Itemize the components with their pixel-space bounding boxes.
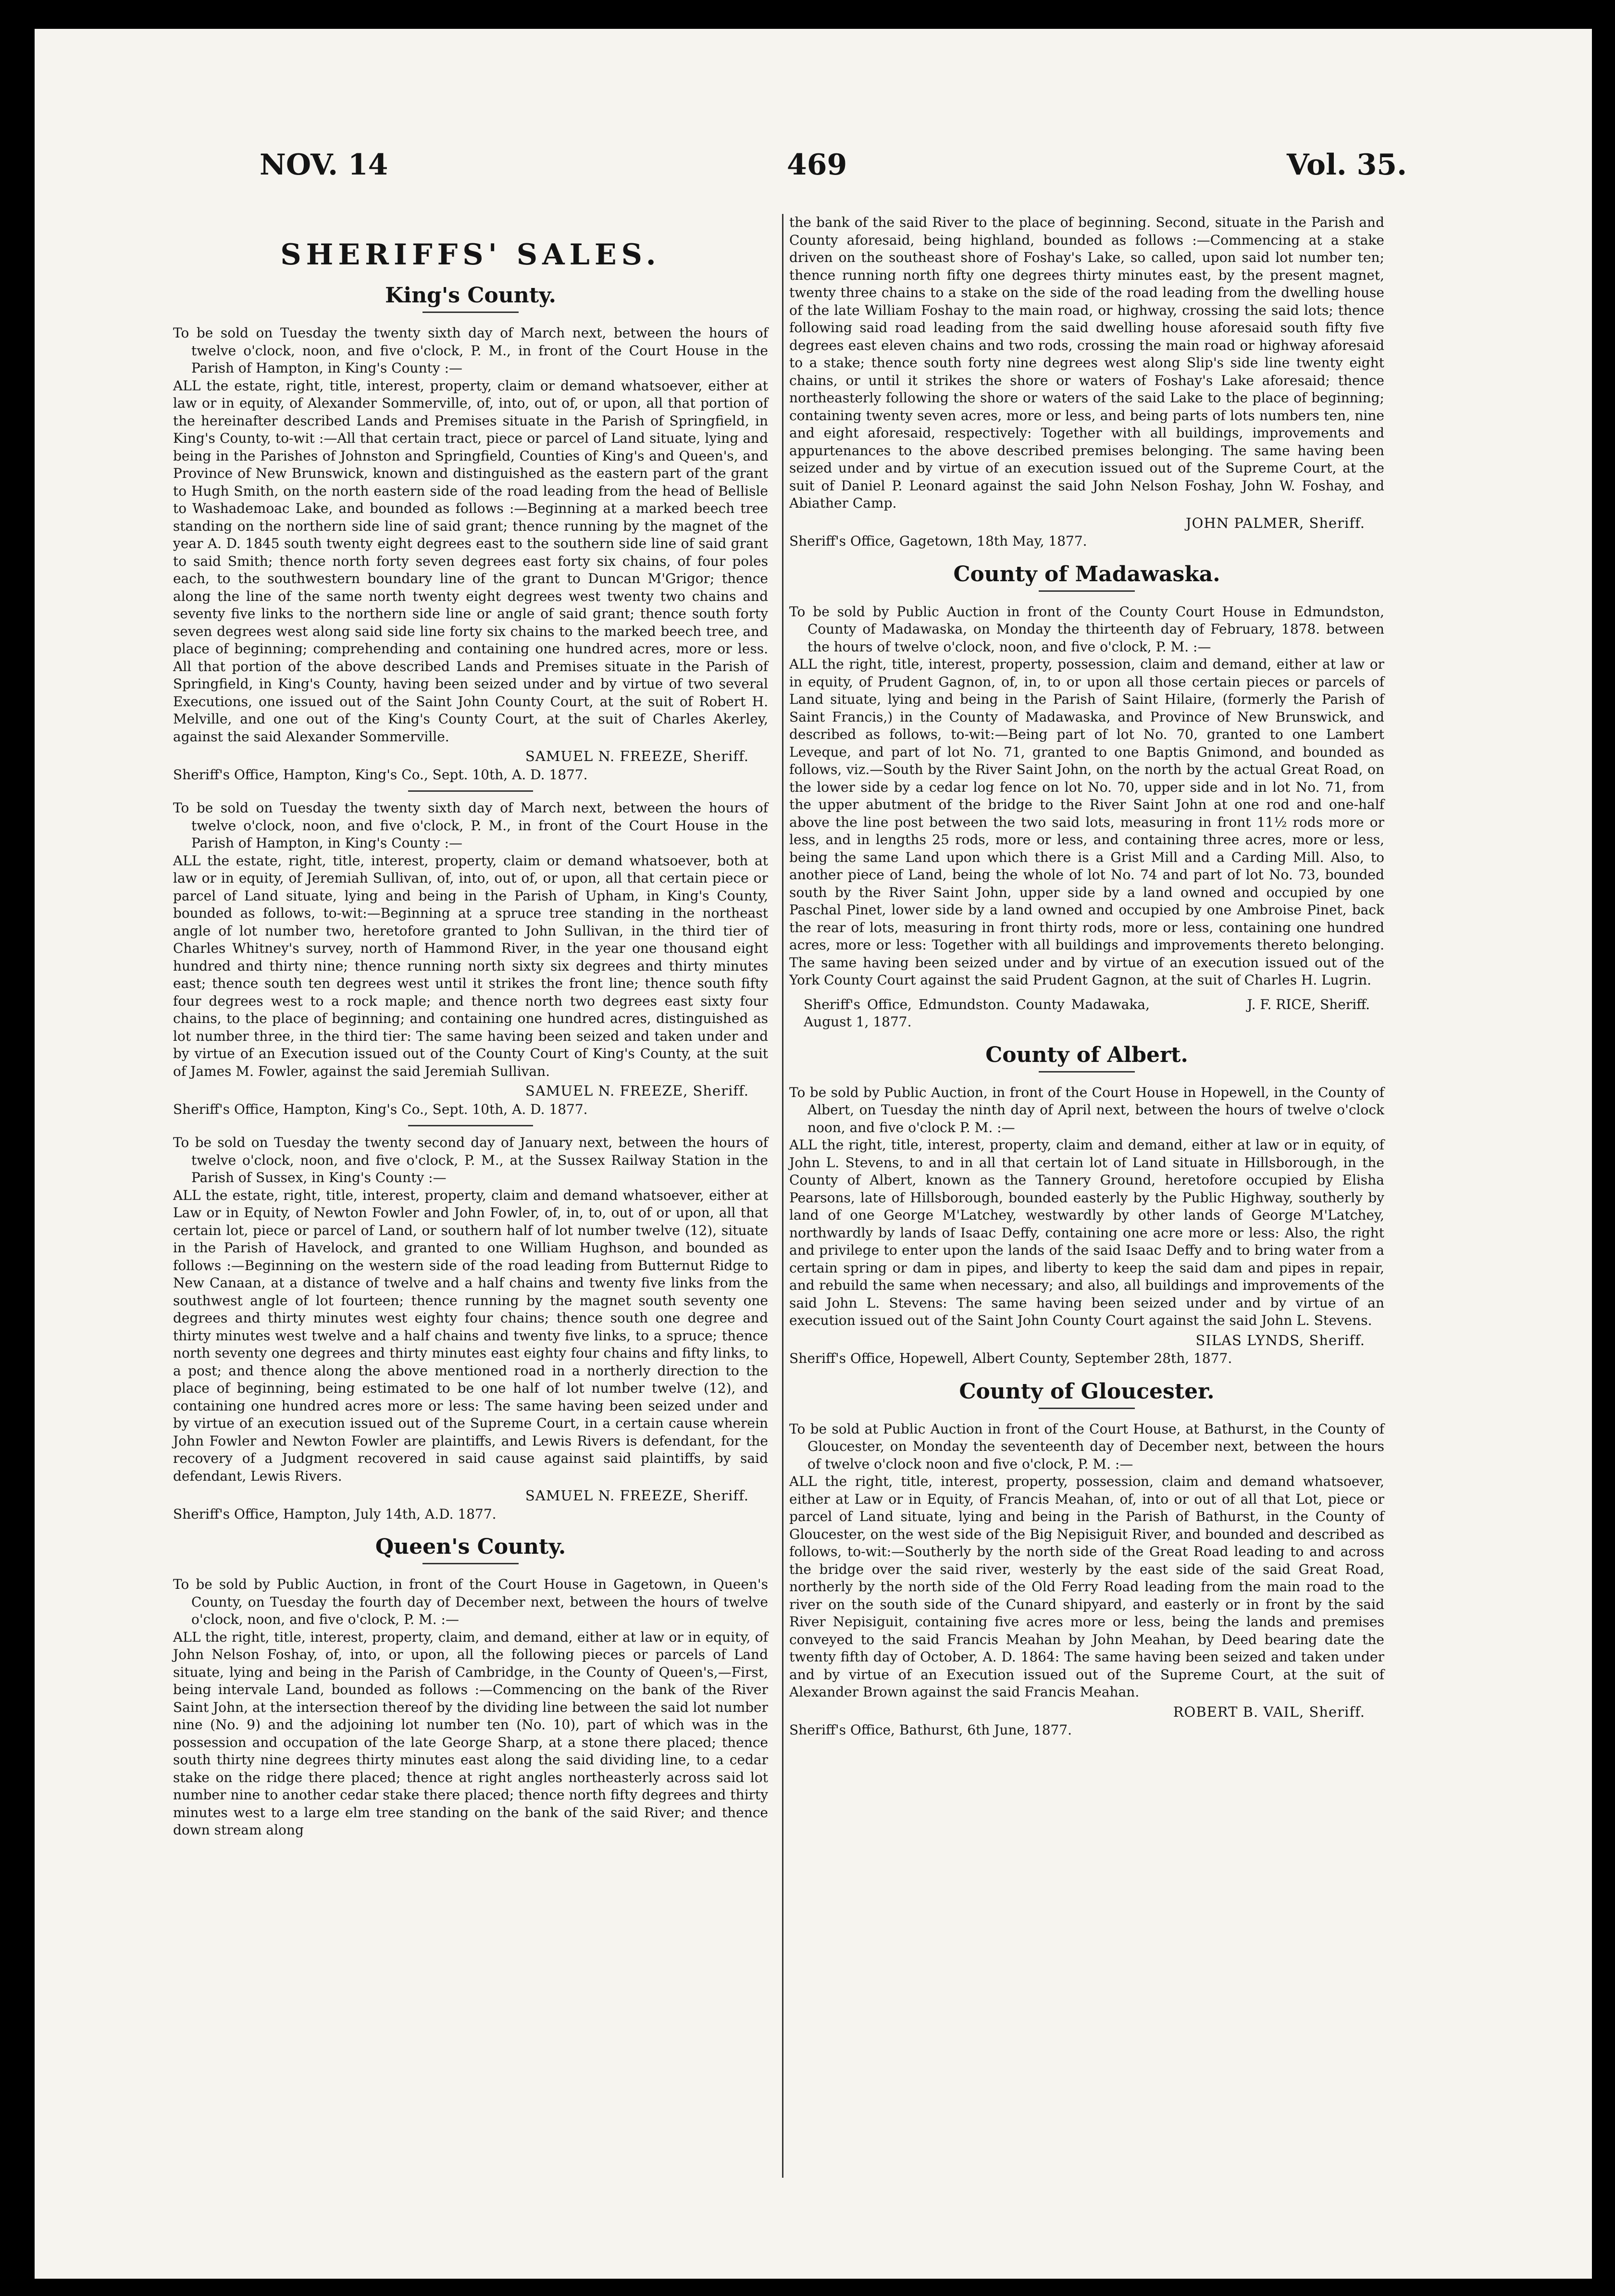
heading-rule	[1039, 1071, 1135, 1073]
notice-body: ALL the estate, right, title, interest, property, claim or demand whatsoever, both at law or in equity, of Jeremiah Sullivan, of, into, out of, or upon, all that certain piece or parcel of Land situate, lying and being in the Parish of Upham, in King's County, bounded as follows, to-wit:—Beginning at a spruce tree standing in the northeast angle of lot number two, heretofore granted to John Sullivan, in the third tier of Charles Whitney's survey, north of Hammond River, in the year one thousand eight hundred and thirty nine; thence running north sixty six degrees and thirty minutes east; thence south ten degrees west until it strikes the front line; thence south fifty four degrees west to a rock maple; and thence north two degrees east sixty four chains, to the place of beginning; and containing one hundred acres, distinguished as lot number three, in the third tier: The same having been seized and taken under and by virtue of an Execution issued out of the County Court of King's County, at the suit of James M. Fowler, against the said Jeremiah Sullivan.	[173, 852, 768, 1079]
madawaska-heading: County of Madawaska.	[953, 562, 1220, 586]
notice-intro: To be sold on Tuesday the twenty sixth day of March next, between the hours of twelve o'clock, noon, and five o'clock, P. M., in front of the Court House in the Parish of Hampton, in King's County :—	[173, 800, 768, 851]
heading-rule	[422, 1563, 519, 1564]
albert-heading: County of Albert.	[985, 1042, 1188, 1067]
albert-notice	[789, 1084, 1384, 1368]
notice-intro: To be sold at Public Auction in front of the Court House, at Bathurst, in the County of Gloucester, on Monday the seventeenth day of December next, between the hours of twelve o'clock noon and five o'clock, P. M. :—	[789, 1421, 1384, 1472]
sheriff-signature: J. F. RICE, Sheriff.	[1247, 996, 1370, 1012]
notice-body: ALL the right, title, interest, property, possession, claim and demand whatsoever, either at Law or in Equity, of Francis Meahan, of, into or out of all that Lot, piece or parcel of Land situate, lying and being in the Parish of Bathurst, in the County of Gloucester, on the west side of the Big Nepisiguit River, and bounded and described as follows, to-wit:—Southerly by the north side of the Great Road leading to and across the bridge over the said river, westerly by the east side of the said Great Road, northerly by the north side of the Old Ferry Road leading from the main road to the river on the south side of the Cunard shipyard, and easterly or in front by the said River Nepisiguit, containing five acres more or less, being the lands and premises conveyed to the said Francis Meahan by John Meahan, by Deed bearing date the twenty fifth day of October, A. D. 1864: The same having been seized and taken under and by virtue of an Execution issued out of the Supreme Court, at the suit of Alexander Brown against the said Francis Meahan.	[789, 1473, 1384, 1700]
notice-intro: To be sold by Public Auction in front of the County Court House in Edmundston, County of Madawaska, on Monday the thirteenth day of February, 1878. between the hours of twelve o'clock, noon, and five o'clock, P. M. :—	[789, 603, 1384, 655]
sheriff-signature: SAMUEL N. FREEZE, Sheriff.	[525, 1487, 749, 1504]
notice-body: ALL the estate, right, title, interest, property, claim or demand whatsoever, either at law or in equity, of Alexander Sommerville, of, into, out of, or upon, all that portion of the hereinafter described Lands and Premises situate in the Parish of Springfield, in King's County, to-wit :—All that certain tract, piece or parcel of Land situate, lying and being in the Parishes of Johnston and Springfield, Counties of King's and Queen's, and Province of New Brunswick, known and distinguished as the eastern part of the grant to Hugh Smith, on the north eastern side of the road leading from the head of Bellisle to Washademoac Lake, and bounded as follows :—Beginning at a marked beech tree standing on the northern side line of said grant; thence running by the magnet of the year A. D. 1845 south twenty eight degrees east to the southern side line of said grant to said Smith; thence north forty seven degrees east forty six chains, of four poles each, to the southwestern boundary line of the grant to Duncan M'Grigor; thence along the line of the same north twenty eight degrees west twenty two chains and seventy five links to the northern side line or angle of said grant; thence south forty seven degrees west along said side line forty six chains to the marked beech tree, and place of beginning; comprehending and containing one hundred acres, more or less. All that portion of the above described Lands and Premises situate in the Parish of Springfield, in King's County, having been seized under and by virtue of two several Executions, one issued out of the Saint John County Court, at the suit of Robert H. Melville, and one out of the King's County Court, at the suit of Charles Akerley, against the said Alexander Sommerville.	[173, 377, 768, 745]
notice-body: ALL the right, title, interest, property, claim, and demand, either at law or in equity, of John Nelson Foshay, of, into, or upon, all the following pieces or parcels of Land situate, lying and being in the Parish of Cambridge, in the County of Queen's,—First, being intervale Land, bounded as follows :—Commencing on the bank of the River Saint John, at the intersection thereof by the dividing line between the said lot number nine (No. 9) and the adjoining lot number ten (No. 10), part of which was in the possession and occupation of the late George Sharp, at a stone there placed; thence south thirty nine degrees thirty minutes east along the said dividing line, to a cedar stake on the ridge there placed; thence at right angles northeasterly across said lot number nine to another cedar stake there placed; thence north fifty degrees and thirty minutes west to a large elm tree standing on the bank of the said River; and thence down stream along	[173, 1629, 768, 1838]
gloucester-notice	[789, 1421, 1384, 1739]
madawaska-notice	[789, 603, 1384, 1031]
sheriff-office-line: Sheriff's Office, Hopewell, Albert County, September 28th, 1877.	[789, 1350, 1232, 1366]
sheriff-signature: JOHN PALMER, Sheriff.	[1186, 514, 1365, 531]
sheriff-signature: SILAS LYNDS, Sheriff.	[1195, 1332, 1365, 1348]
kings-county-heading: King's County.	[385, 283, 556, 308]
notice-intro: To be sold on Tuesday the twenty second day of January next, between the hours of twelve o'clock, noon, and five o'clock, P. M., at the Sussex Railway Station in the Parish of Sussex, in King's County :—	[173, 1135, 768, 1185]
notice-body: ALL the right, title, interest, property, claim and demand, either at law or in equity, of John L. Stevens, to and in all that certain lot of Land situate in Hillsborough, in the County of Albert, known as the Tannery Ground, heretofore occupied by Elisha Pearsons, late of Hillsborough, bounded easterly by the Public Highway, southerly by land of one George M'Latchey, westwardly by other lands of George M'Latchey, northwardly by lands of Isaac Deffy, containing one acre more or less: Also, the right and privilege to enter upon the lands of the said Isaac Deffy and to bring water from a certain spring or dam in pipes, and liberty to keep the said dam and pipes in repair, and rebuild the same when necessary; and also, all buildings and improvements of the said John L. Stevens: The same having been seized under and by virtue of an execution issued out of the Saint John County Court against the said John L. Stevens.	[789, 1137, 1384, 1328]
sheriff-office-line: Sheriff's Office, Hampton, King's Co., Sept. 10th, A. D. 1877.	[173, 1101, 588, 1117]
heading-rule	[1039, 1408, 1135, 1409]
sheriff-signature: SAMUEL N. FREEZE, Sheriff.	[525, 748, 749, 764]
queens-county-heading: Queen's County.	[375, 1535, 566, 1559]
column-divider	[782, 214, 783, 2178]
queens-notice	[173, 1576, 768, 1839]
notice-body: ALL the right, title, interest, property, possession, claim and demand, either at law or in equity, of Prudent Gagnon, of, in, to or upon all those certain pieces or parcels of Land situate, lying and being in the Parish of Saint Hilaire, (formerly the Parish of Saint Francis,) in the County of Madawaska, and Province of New Brunswick, and described as follows, to-wit:—Being part of lot No. 70, granted to one Lambert Leveque, and part of lot No. 71, granted to one Baptis Gnimond, and bounded as follows, viz.—South by the River Saint John, on the north by the actual Great Road, on the lower side by a cedar log fence on lot No. 70, upper side and in lot No. 71, from the upper abutment of the bridge to the River Saint John at one rod and one-half above the line post between the two said lots, measuring in front 11½ rods more or less, and in lengths 25 rods, more or less, and containing three acres, more or less, being the same Land upon which there is a Grist Mill and a Carding Mill. Also, to another piece of Land, being the whole of lot No. 74 and part of lot No. 73, bounded south by the River Saint John, upper side by a land owned and occupied by one Paschal Pinet, lower side by a land owned and occupied by one Ambroise Pinet, back the rear of lots, measuring in front thirty rods, more or less, containing one hundred acres, more or less: Together with all buildings and improvements thereto belonging. The same having been seized under and by virtue of an execution issued out of the York County Court against the said Prudent Gagnon, at the suit of Charles H. Lugrin.	[789, 656, 1384, 988]
sheriff-signature: ROBERT B. VAIL, Sheriff.	[1173, 1703, 1365, 1720]
kings-notice-3	[173, 1134, 768, 1523]
kings-notice-1	[173, 324, 768, 784]
sheriff-office-line: Sheriff's Office, Bathurst, 6th June, 1877.	[789, 1722, 1072, 1738]
issue-date: NOV. 14	[260, 148, 388, 182]
sheriff-office-line: Sheriff's Office, Hampton, July 14th, A.D. 1877.	[173, 1506, 497, 1522]
notice-body: ALL the estate, right, title, interest, property, claim and demand whatsoever, either at Law or in Equity, of Newton Fowler and John Fowler, of, in, to, out of or upon, all that certain lot, piece or parcel of Land, or southern half of lot number twelve (12), situate in the Parish of Havelock, and granted to one William Hughson, and bounded as follows :—Beginning on the western side of the road leading from Butternut Ridge to New Canaan, at a distance of twelve and a half chains and twenty five links from the southwest angle of lot fourteen; thence running by the magnet south seventy one degrees and thirty minutes west eighty four chains; thence south one degree and thirty minutes west twelve and a half chains and twenty five links, to a spruce; thence north seventy one degrees and thirty minutes east eighty four chains and fifty links, to a post; and thence along the above mentioned road in a northerly direction to the place of beginning, being estimated to be one half of lot number twelve (12), and containing one hundred acres more or less: The same having been seized under and by virtue of an execution issued out of the Supreme Court, in a certain cause wherein John Fowler and Newton Fowler are plaintiffs, and Lewis Rivers is defendant, for the recovery of a Judgment recovered in said cause against said plaintiffs, by said defendant, Lewis Rivers.	[173, 1187, 768, 1484]
notice-intro: To be sold by Public Auction, in front of the Court House in Gagetown, in Queen's County, on Tuesday the fourth day of December next, between the hours of twelve o'clock, noon, and five o'clock, P. M. :—	[173, 1576, 768, 1627]
heading-rule	[422, 312, 519, 313]
queens-notice-continued	[789, 214, 1384, 550]
notice-body: the bank of the said River to the place of beginning. Second, situate in the Parish and County aforesaid, being highland, bounded as follows :—Commencing at a stake driven on the southeast shore of Foshay's Lake, so called, upon said lot number ten; thence running north fifty one degrees thirty minutes east, by the present magnet, twenty three chains to a stake on the side of the road leading from the dwelling house of the late William Foshay to the main road, or highway, crossing the said lots; thence following said road leading from the said dwelling house aforesaid south fifty five degrees east eleven chains and two rods, crossing the main road or highway aforesaid to a stake; thence south forty nine degrees west along Slip's side line twenty eight chains, or until it strikes the shore or waters of Foshay's Lake aforesaid; thence northeasterly following the shore or waters of the said Lake to the place of beginning; containing twenty seven acres, more or less, and being parts of lots numbers ten, nine and eight aforesaid, respectively: Together with all buildings, improvements and appurtenances to the above described premises belonging. The same having been seized under and by virtue of an execution issued out of the Supreme Court, at the suit of Daniel P. Leonard against the said John Nelson Foshay, John W. Foshay, and Abiather Camp.	[789, 214, 1384, 511]
sheriff-signature: SAMUEL N. FREEZE, Sheriff.	[525, 1083, 749, 1099]
page-number: 469	[787, 148, 847, 182]
office-signature-row	[789, 996, 1384, 1031]
volume-number: Vol. 35.	[1287, 148, 1407, 182]
newspaper-page	[35, 29, 1592, 2279]
notice-separator	[408, 790, 533, 792]
kings-notice-2	[173, 799, 768, 1118]
heading-rule	[1039, 590, 1135, 592]
notice-separator	[408, 1125, 533, 1126]
page-title: SHERIFFS' SALES.	[280, 238, 661, 272]
sheriff-office-line: Sheriff's Office, Gagetown, 18th May, 1877.	[789, 533, 1087, 549]
notice-intro: To be sold by Public Auction, in front of the Court House in Hopewell, in the County of Albert, on Tuesday the ninth day of April next, between the hours of twelve o'clock noon, and five o'clock P. M. :—	[789, 1084, 1384, 1136]
right-column	[789, 214, 1384, 1739]
sheriff-office-line: Sheriff's Office, Edmundston. County Madawaka, August 1, 1877.	[804, 996, 1150, 1030]
notice-intro: To be sold on Tuesday the twenty sixth day of March next, between the hours of twelve o'clock, noon, and five o'clock, P. M., in front of the Court House in the Parish of Hampton, in King's County :—	[173, 325, 768, 376]
gloucester-heading: County of Gloucester.	[959, 1379, 1215, 1404]
sheriff-office-line: Sheriff's Office, Hampton, King's Co., Sept. 10th, A. D. 1877.	[173, 766, 588, 783]
left-column	[173, 238, 768, 1839]
